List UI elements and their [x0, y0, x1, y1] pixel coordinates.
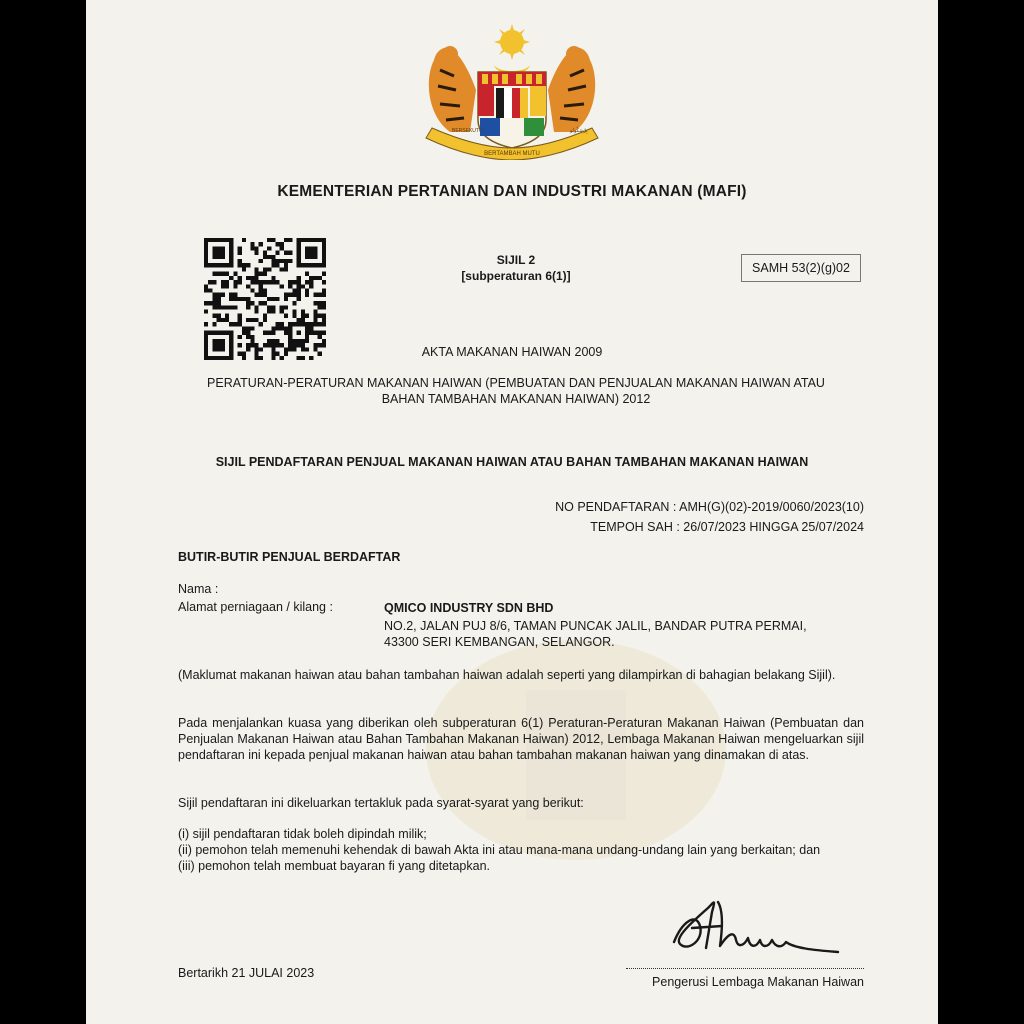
condition-1: (i) sijil pendaftaran tidak boleh dipindah milik;: [178, 827, 427, 841]
name-label: Nama :: [178, 582, 219, 596]
registration-info: [486, 497, 864, 537]
validity-period: TEMPOH SAH : 26/07/2023 HINGGA 25/07/2024: [590, 520, 864, 534]
motto-ribbon: BERTAMBAH MUTU: [484, 151, 540, 157]
issue-date: Bertarikh 21 JULAI 2023: [178, 966, 315, 980]
condition-2: (ii) pemohon telah memenuhi kehendak di bawah Akta ini atau mana-mana undang-undang lain yang berkaitan; dan: [178, 843, 821, 857]
ministry-title: KEMENTERIAN PERTANIAN DAN INDUSTRI MAKANAN (MAFI): [277, 183, 747, 200]
qr-code-icon: [204, 238, 326, 360]
address-line-1: NO.2, JALAN PUJ 8/6, TAMAN PUNCAK JALIL, BANDAR PUTRA PERMAI,: [384, 619, 807, 633]
regulations-line-2: BAHAN TAMBAHAN MAKANAN HAIWAN) 2012: [381, 392, 651, 406]
condition-3: (iii) pemohon telah membuat bayaran fi yang ditetapkan.: [178, 859, 490, 873]
info-paragraph: (Maklumat makanan haiwan atau bahan tambahan haiwan adalah seperti yang dilampirkan di bahagian belakang Sijil).: [178, 668, 836, 682]
subregulation: [subperaturan 6(1)]: [461, 269, 571, 283]
details-heading: BUTIR-BUTIR PENJUAL BERDAFTAR: [178, 550, 401, 564]
malaysia-coat-of-arms-icon: [420, 20, 604, 160]
conditions-intro: Sijil pendaftaran ini dikeluarkan tertakluk pada syarat-syarat yang berikut:: [178, 796, 584, 810]
act-title: AKTA MAKANAN HAIWAN 2009: [421, 345, 603, 359]
regulations-line-1: PERATURAN-PERATURAN MAKANAN HAIWAN (PEMBUATAN DAN PENJUALAN MAKANAN HAIWAN ATAU: [207, 376, 825, 390]
company-name: QMICO INDUSTRY SDN BHD: [384, 601, 554, 615]
registration-number: NO PENDAFTARAN : AMH(G)(02)-2019/0060/2023(10): [555, 500, 864, 514]
certificate-title: SIJIL PENDAFTARAN PENJUAL MAKANAN HAIWAN ATAU BAHAN TAMBAHAN MAKANAN HAIWAN: [215, 455, 809, 469]
motto-right: بِرْسَكُوتُو: [570, 128, 588, 134]
sijil-heading: [416, 252, 616, 284]
authority-paragraph: Pada menjalankan kuasa yang diberikan oleh subperaturan 6(1) Peraturan-Peraturan Makanan Haiwan (Pembuatan dan Penjualan Makanan Haiwan atau Bahan Tambahan Makanan Haiwan) 2012, Lembaga Makanan Haiwan mengeluarkan sijil pendaftaran ini kepada penjual makanan haiwan atau bahan tambahan makanan haiwan yang dinamakan di atas.: [178, 716, 864, 762]
certificate-page: [86, 0, 938, 1024]
conditions-list: [178, 826, 864, 874]
signer-title: Pengerusi Lembaga Makanan Haiwan: [652, 975, 864, 989]
signature-line: [626, 968, 864, 969]
regulations-title: [166, 375, 866, 407]
form-reference-box: SAMH 53(2)(g)02: [741, 254, 861, 282]
signature-icon: [662, 882, 852, 972]
motto-left: BERSEKUTU: [452, 128, 483, 134]
sijil-number: SIJIL 2: [496, 253, 536, 267]
address-line-2: 43300 SERI KEMBANGAN, SELANGOR.: [384, 635, 615, 649]
address-label: Alamat perniagaan / kilang :: [178, 600, 333, 614]
